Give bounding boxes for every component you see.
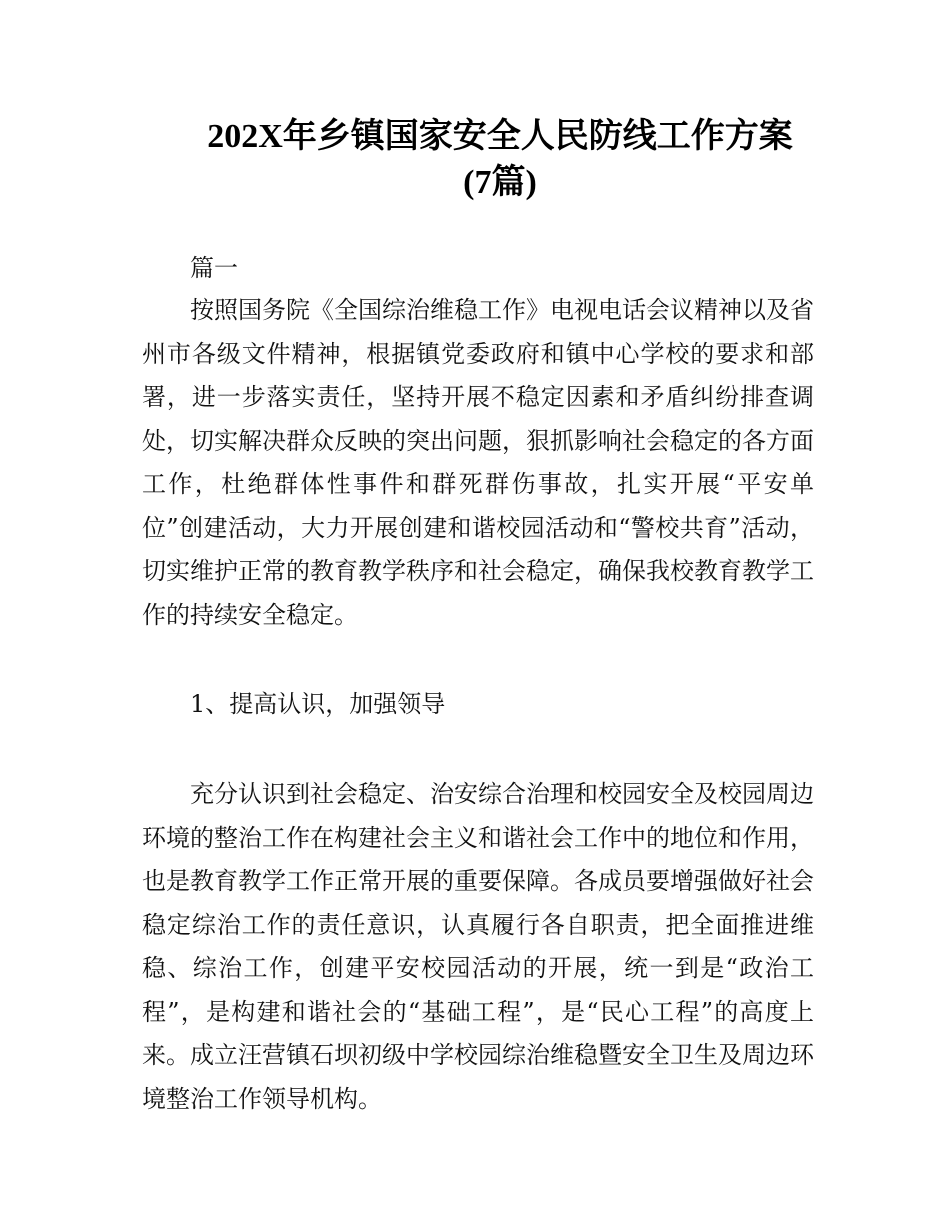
paragraph-intro: 按照国务院《全国综治维稳工作》电视电话会议精神以及省州市各级文件精神，根据镇党委政府和镇中心学校的要求和部署，进一步落实责任，坚持开展不稳定因素和矛盾纠纷排查调处，切实解决群众反映的突出问题，狠抓影响社会稳定的各方面工作，杜绝群体性事件和群死群伤事故，扎实开展“平安单位”创建活动，大力开展创建和谐校园活动和“警校共育”活动，切实维护正常的教育教学秩序和社会稳定，确保我校教育教学工作的持续安全稳定。 (142, 296, 814, 629)
paragraph-body: 充分认识到社会稳定、治安综合治理和校园安全及校园周边环境的整治工作在构建社会主义和谐社会工作中的地位和作用，也是教育教学工作正常开展的重要保障。各成员要增强做好社会稳定综治工作的责任意识，认真履行各自职责，把全面推进维稳、综治工作，创建平安校园活动的开展，统一到是“政治工程”，是构建和谐社会的“基础工程”，是“民心工程”的高度上来。成立汪营镇石坝初级中学校园综治维稳暨安全卫生及周边环境整治工作领导机构。 (142, 780, 814, 1113)
section-heading: 1、提高认识，加强领导 (190, 690, 446, 718)
section-label: 篇一 (190, 254, 238, 282)
document-title-count: (7篇) (463, 164, 537, 201)
document-title: 202X年乡镇国家安全人民防线工作方案 (207, 118, 793, 155)
